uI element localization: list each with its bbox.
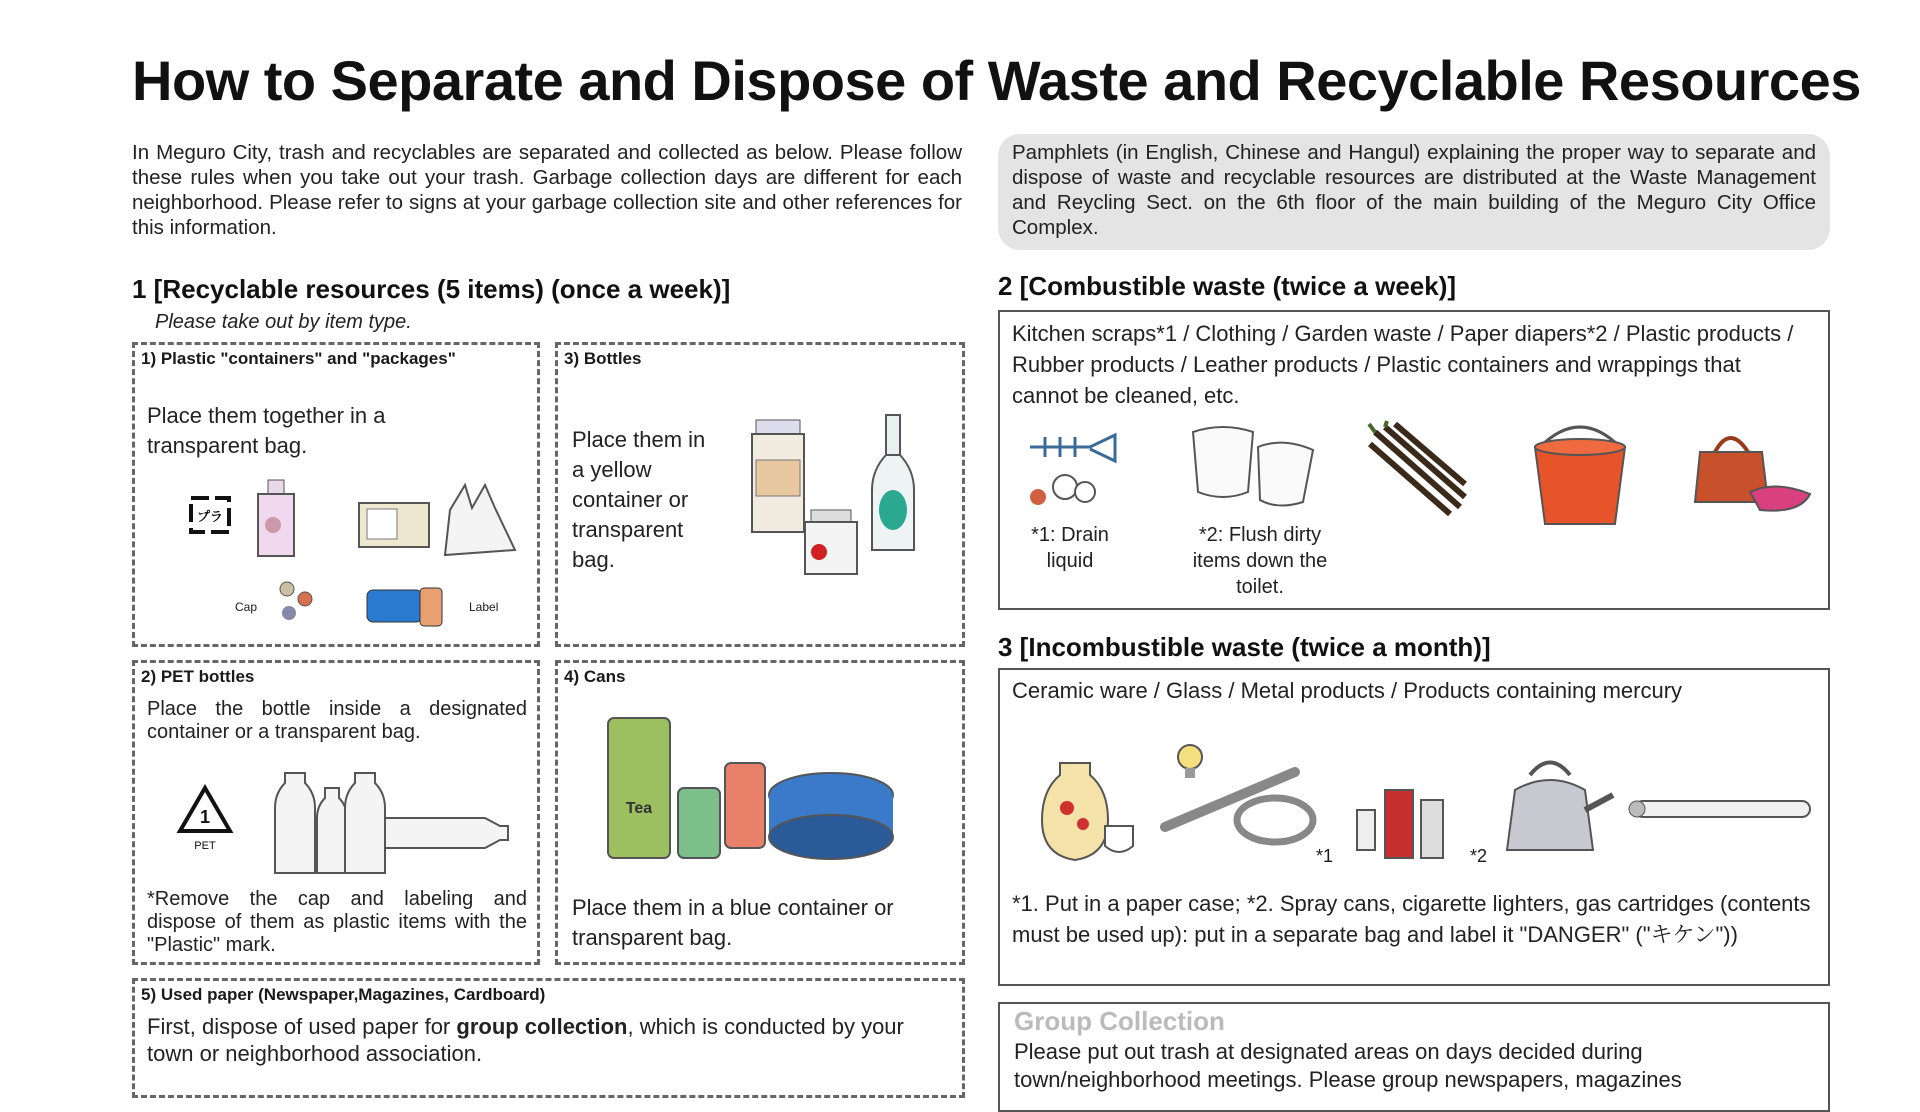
- pamphlet-notice: [998, 134, 1830, 250]
- pet-note: *Remove the cap and labeling and dispose of them as plastic items with the "Plastic" mark.: [147, 888, 527, 956]
- incombustible-heading: 3 [Incombustible waste (twice a month)]: [998, 632, 1491, 662]
- kettle-icon: [1505, 755, 1615, 865]
- combustible-note-2: *2: Flush dirty items down the toilet.: [1192, 524, 1328, 598]
- garden-waste-icon: [1365, 422, 1475, 522]
- incombustible-mark-1: *1: [1316, 846, 1334, 866]
- diapers-icon: [1188, 422, 1328, 512]
- pet-bottles-icon: [275, 758, 515, 878]
- incombustible-mark-2: *2: [1470, 846, 1488, 866]
- glass-bottle-icon: [868, 415, 918, 555]
- incombustible-note: *1. Put in a paper case; *2. Spray cans, cigarette lighters, gas cartridges (contents must be used up): put in a separate bag and label it "DANGER" ("キケン")): [1012, 891, 1811, 947]
- bottles-box: [555, 342, 965, 647]
- plastic-text: Place them together in a transparent bag.: [147, 403, 386, 458]
- paper-text-before: First, dispose of used paper for: [147, 1014, 457, 1039]
- cans-box: [555, 660, 965, 965]
- cans-text: Place them in a blue container or transparent bag.: [572, 895, 894, 950]
- pet-mark-num: 1: [199, 807, 211, 827]
- group-collection-title: Group Collection: [1014, 1006, 1225, 1036]
- paper-text-after: , which is conducted by your town or neighborhood association.: [147, 1014, 904, 1066]
- detergent-bottle-icon: [253, 480, 303, 560]
- cap-label: Cap: [235, 600, 258, 614]
- group-collection-term: group collection: [456, 1014, 628, 1039]
- thermometer-icon: [1625, 795, 1815, 825]
- pet-mark-label: PET: [194, 840, 216, 852]
- label-wrap-icon: [365, 580, 455, 630]
- paper-box: [132, 978, 965, 1098]
- recyclable-note: Please take out by item type.: [155, 311, 412, 333]
- pet-box: [132, 660, 540, 965]
- paper-title: 5) Used paper (Newspaper,Magazines, Cardboard): [141, 985, 546, 1004]
- pet-text: Place the bottle inside a designated container or a transparent bag.: [147, 698, 527, 743]
- pet-recycle-mark-icon: [175, 783, 235, 853]
- jar-icon: [748, 420, 808, 540]
- fluorescent-bulb-icon: [1155, 742, 1325, 852]
- combustible-box: [998, 310, 1830, 610]
- plastic-bag-icon: [440, 480, 520, 560]
- cans-title: 4) Cans: [564, 667, 626, 686]
- cans-icon: [603, 713, 903, 863]
- label-label: Label: [469, 600, 499, 614]
- cans-can-label: Tea: [625, 800, 653, 817]
- incombustible-box: [998, 668, 1830, 986]
- intro-text: In Meguro City, trash and recyclables are separated and collected as below. Please follow these rules when you take out your trash. Garbage collection days are different for each neighborhood. Please refer to signs at your garbage collection site and other references for this information.: [132, 141, 962, 239]
- paper-text: [147, 1013, 947, 1067]
- kitchen-scraps-icon: [1020, 427, 1130, 517]
- plastic-title: 1) Plastic "containers" and "packages": [141, 349, 456, 368]
- combustible-text: Kitchen scraps*1 / Clothing / Garden waste / Paper diapers*2 / Plastic products / Rubber products / Leather products / Plastic containers and wrappings that cannot be cleaned, etc.: [1012, 321, 1794, 408]
- plastic-box: [132, 342, 540, 647]
- page-title: How to Separate and Dispose of Waste and Recyclable Resources: [132, 49, 1861, 112]
- caps-icon: [275, 577, 325, 627]
- pet-title: 2) PET bottles: [141, 667, 255, 686]
- plastic-mark-text: プラ: [196, 509, 224, 524]
- combustible-heading: 2 [Combustible waste (twice a week)]: [998, 271, 1457, 301]
- leather-products-icon: [1690, 422, 1820, 517]
- bucket-icon: [1530, 412, 1630, 527]
- bottles-title: 3) Bottles: [564, 349, 642, 368]
- small-jar-icon: [801, 510, 861, 580]
- bottles-text: Place them in a yellow container or transparent bag.: [572, 427, 706, 572]
- group-collection-text: Please put out trash at designated areas on days decided during town/neighborhood meetings. Please group newspapers, magazines: [1014, 1039, 1682, 1092]
- pamphlet-text: Pamphlets (in English, Chinese and Hangul) explaining the proper way to separate and dispose of waste and recyclable resources are distributed at the Waste Management and Reycling Sect. on the 6th floor of the main building of the Meguro City Office Complex.: [1012, 141, 1816, 239]
- recyclable-heading: 1 [Recyclable resources (5 items) (once a week)]: [132, 274, 731, 304]
- plastic-mark-icon: [185, 490, 235, 540]
- ceramic-ware-icon: [1035, 758, 1145, 868]
- incombustible-text: Ceramic ware / Glass / Metal products / Products containing mercury: [1012, 678, 1683, 703]
- food-package-icon: [357, 495, 432, 550]
- spray-cans-icon: [1355, 770, 1455, 860]
- combustible-note-1: *1: Drain liquid: [1031, 524, 1109, 572]
- group-collection-box: [998, 1002, 1830, 1112]
